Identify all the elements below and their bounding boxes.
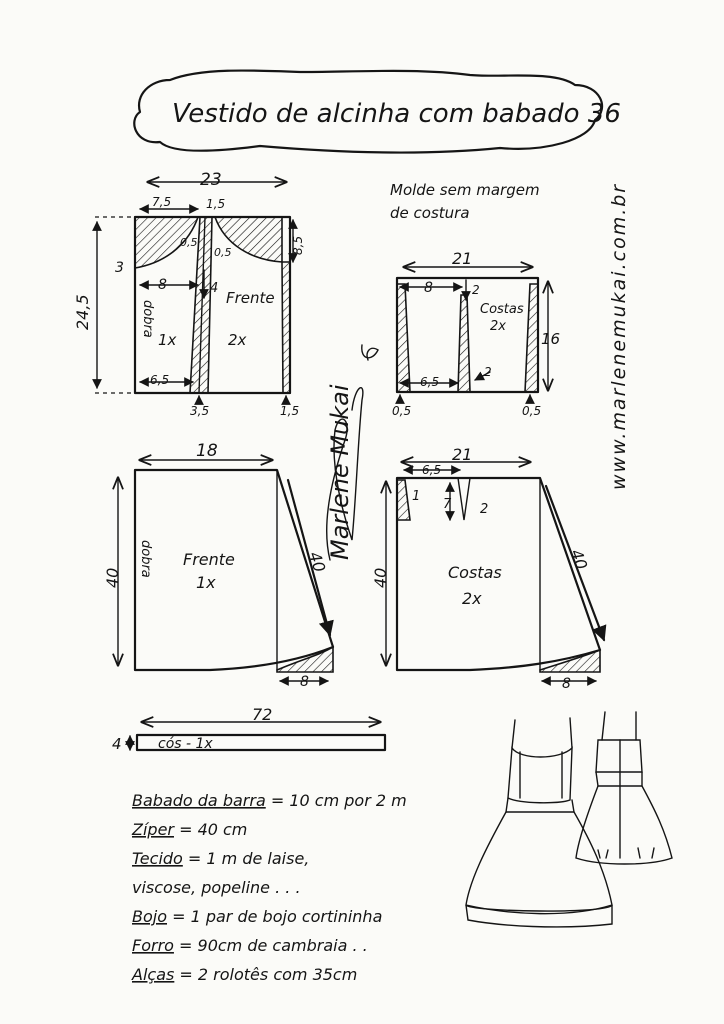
skirt-back-hem: 8 <box>562 676 571 692</box>
bodice-back-8: 8 <box>424 280 433 296</box>
waistband <box>112 705 385 753</box>
material-item <box>132 936 368 955</box>
bodice-front-label: Frente <box>226 289 275 307</box>
bodice-front-height: 24,5 <box>73 294 92 330</box>
dress-sketch-front <box>466 718 612 927</box>
bodice-back-2-top: 2 <box>472 283 480 297</box>
skirt-front <box>103 441 333 690</box>
material-item <box>131 965 357 984</box>
bodice-front-qty-right: 2x <box>228 331 247 349</box>
skirt-back-qty: 2x <box>462 589 482 608</box>
bodice-back-16: 16 <box>541 330 561 348</box>
signature <box>326 345 378 560</box>
bodice-back-2-bottom: 2 <box>484 365 492 379</box>
skirt-back-side: 40 <box>566 546 592 573</box>
skirt-front-width: 18 <box>196 441 218 461</box>
bodice-back-0-5-left: 0,5 <box>392 404 412 418</box>
waistband-length: 72 <box>252 705 273 724</box>
skirt-back-label: Costas <box>448 563 502 582</box>
skirt-front-fold: dobra <box>138 540 153 578</box>
page-title: Vestido de alcinha com babado 36 <box>172 99 621 129</box>
note-line-2: de costura <box>390 204 470 222</box>
material-item <box>132 878 301 897</box>
material-value: = 90cm de cambraia . . <box>173 936 368 955</box>
bodice-front-width: 23 <box>200 170 222 190</box>
material-key: Bojo <box>132 907 167 926</box>
material-value: = 1 m de laise, <box>182 849 310 868</box>
skirt-front-height: 40 <box>103 567 122 588</box>
skirt-back-1: 1 <box>412 489 421 504</box>
material-key: Babado da barra <box>132 791 266 810</box>
material-item <box>132 907 382 926</box>
skirt-back-height: 40 <box>371 567 390 588</box>
skirt-front-side: 40 <box>304 549 330 575</box>
bodice-back-0-5-right: 0,5 <box>522 404 542 418</box>
material-value: = 10 cm por 2 m <box>265 791 407 810</box>
waistband-height: 4 <box>112 735 122 753</box>
signature-text: Marlene Mukai <box>326 384 354 560</box>
material-item <box>132 849 309 868</box>
skirt-back-6-5: 6,5 <box>422 463 442 477</box>
skirt-back-width: 21 <box>452 445 473 464</box>
bodice-front-7-5: 7,5 <box>152 195 172 209</box>
note-line-1: Molde sem margem <box>390 181 540 199</box>
bodice-front-8: 8 <box>158 277 167 293</box>
bodice-front-1-5-top: 1,5 <box>206 197 226 211</box>
skirt-front-qty: 1x <box>196 573 216 592</box>
bodice-front-0-5-a: 0,5 <box>180 236 198 249</box>
bodice-back-width: 21 <box>452 249 473 268</box>
bodice-back-qty: 2x <box>490 319 506 334</box>
skirt-front-label: Frente <box>183 550 235 569</box>
material-item <box>131 820 247 839</box>
waistband-label: cós - 1x <box>158 736 213 752</box>
material-key: Tecido <box>132 849 183 868</box>
material-value: viscose, popeline . . . <box>132 878 301 897</box>
material-key: Alças <box>132 965 175 984</box>
website: www.marlenemukai.com.br <box>608 182 630 490</box>
bodice-front-3: 3 <box>115 260 124 276</box>
bodice-front-8-5: 8,5 <box>291 235 305 255</box>
bodice-front <box>73 170 305 418</box>
bodice-front-fold: dobra <box>140 300 155 338</box>
bodice-back-label: Costas <box>480 302 524 317</box>
bodice-front-qty-left: 1x <box>158 331 177 349</box>
material-value: = 2 rolotês com 35cm <box>174 965 358 984</box>
bodice-front-4: 4 <box>210 281 219 296</box>
dress-sketch-back <box>576 712 672 864</box>
title-cloud <box>134 70 621 152</box>
bodice-back <box>392 249 560 418</box>
bodice-front-6-5: 6,5 <box>150 373 170 387</box>
material-key: Forro <box>132 936 174 955</box>
bodice-front-0-5-b: 0,5 <box>214 246 232 259</box>
skirt-back-2: 2 <box>480 502 489 517</box>
material-key: Zíper <box>132 820 174 839</box>
skirt-back-7: 7 <box>443 497 452 512</box>
materials-list <box>131 791 407 984</box>
bodice-front-3-5: 3,5 <box>190 404 210 418</box>
bodice-back-6-5: 6,5 <box>420 375 440 389</box>
material-item <box>132 791 407 810</box>
skirt-front-hem: 8 <box>300 674 309 690</box>
material-value: = 1 par de bojo cortininha <box>167 907 383 926</box>
material-value: = 40 cm <box>173 820 248 839</box>
skirt-back <box>371 445 604 692</box>
bodice-front-1-5-bottom: 1,5 <box>280 404 300 418</box>
